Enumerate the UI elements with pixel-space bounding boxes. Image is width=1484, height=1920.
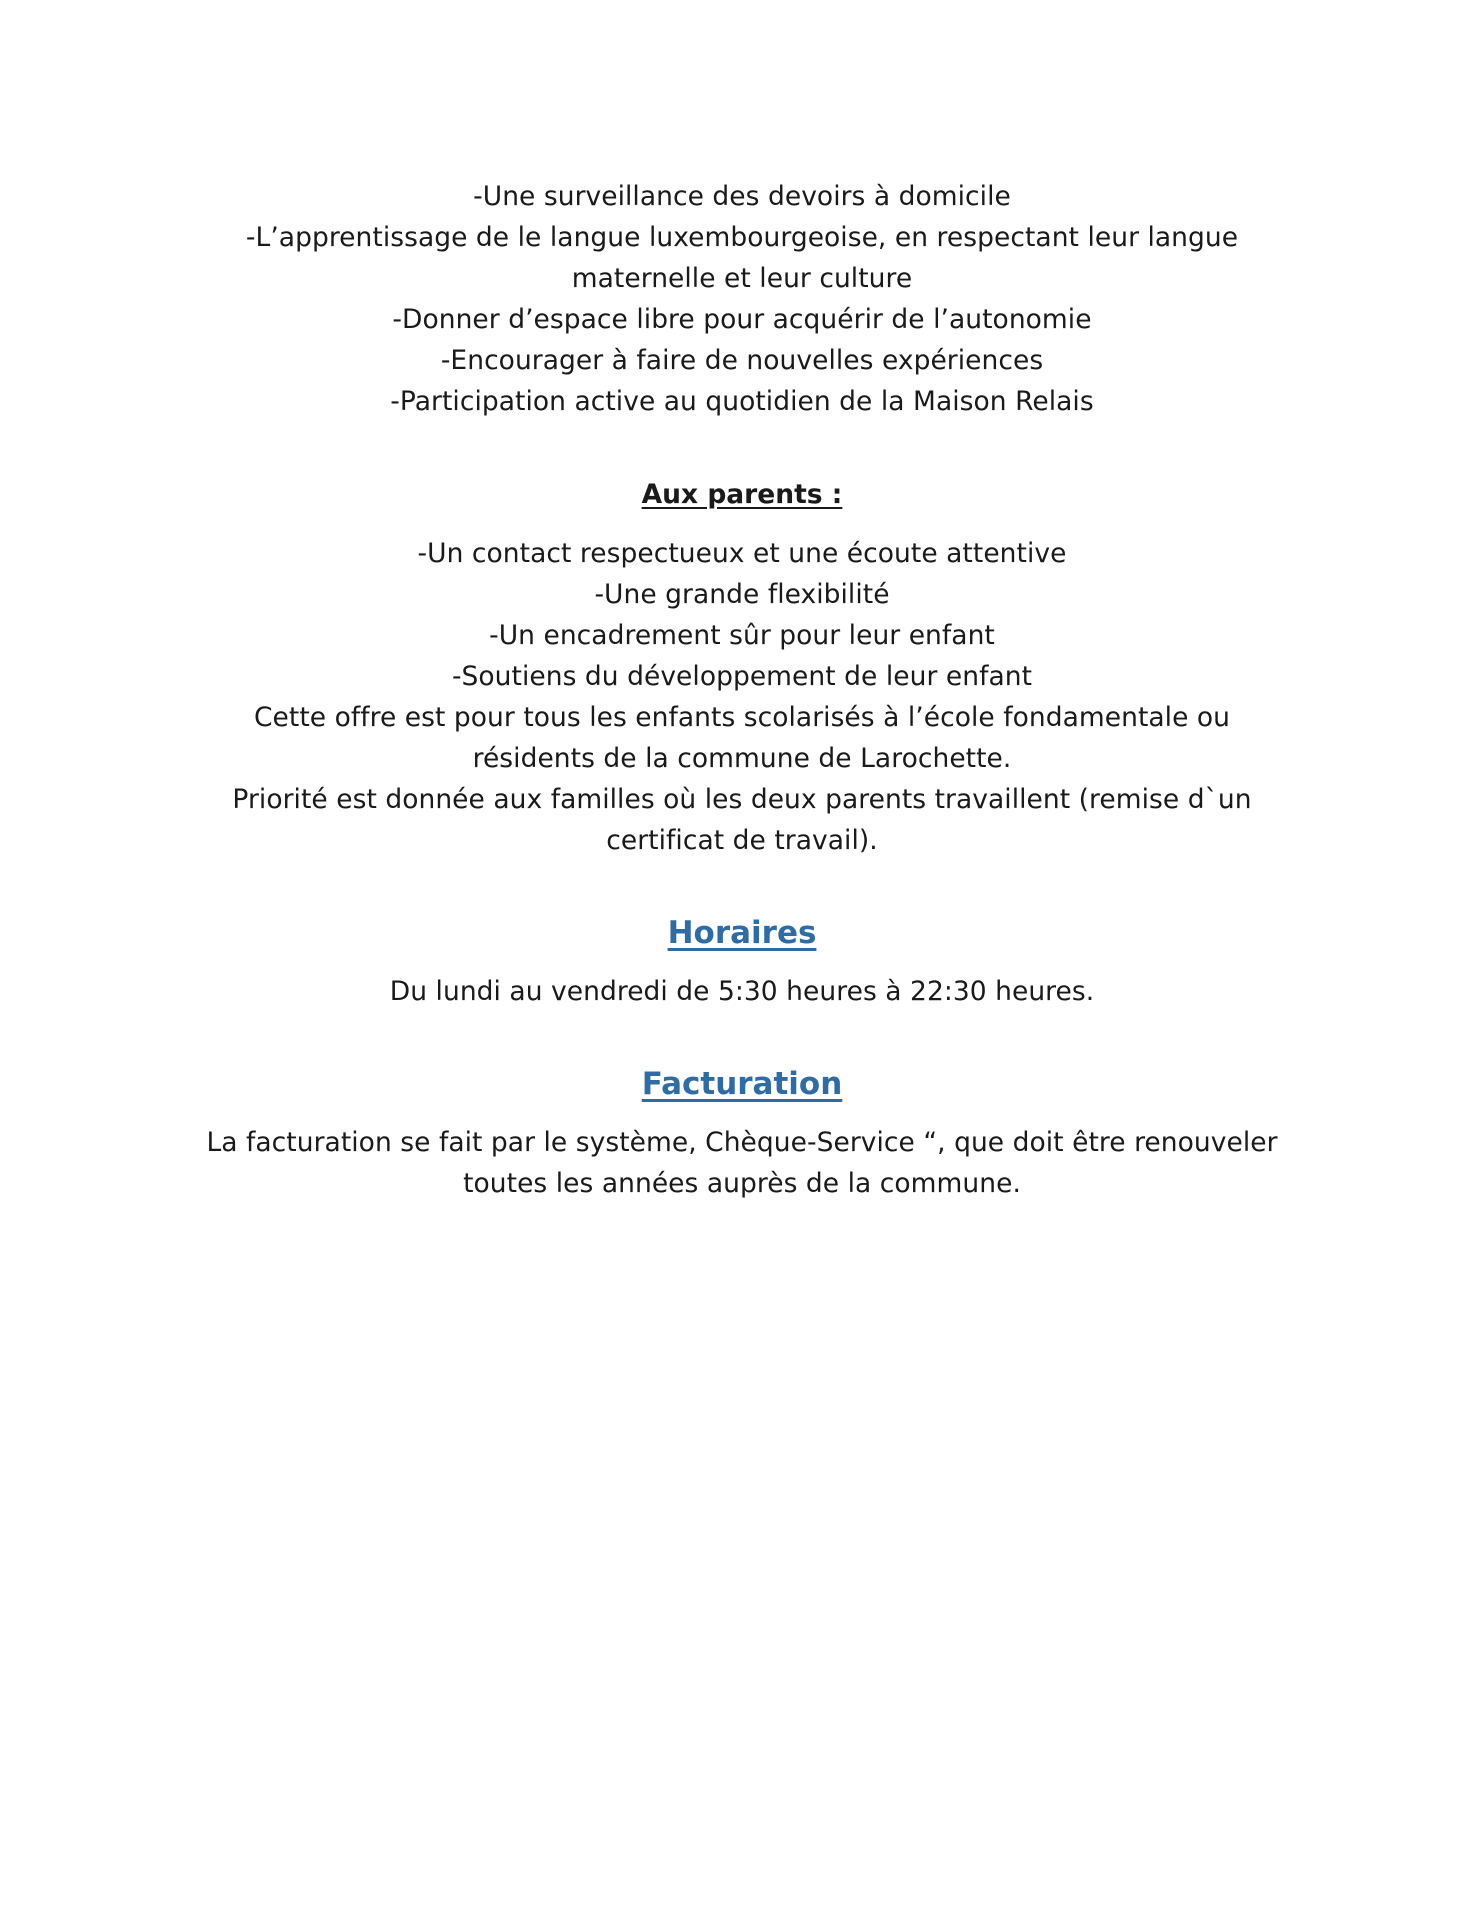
- offer-line: Cette offre est pour tous les enfants scolarisés à l’école fondamentale ou: [253, 702, 1231, 733]
- offer-paragraph: [150, 697, 1334, 779]
- spacer: [150, 955, 1334, 971]
- spacer: [150, 861, 1334, 911]
- list-item: maternelle et leur culture: [571, 263, 913, 294]
- children-offer-list: [150, 176, 1334, 422]
- spacer: [150, 422, 1334, 474]
- horaires-text: Du lundi au vendredi de 5:30 heures à 22:30 heures.: [389, 976, 1095, 1007]
- list-item: -Un encadrement sûr pour leur enfant: [489, 620, 995, 651]
- spacer: [150, 1012, 1334, 1062]
- list-item: -L’apprentissage de le langue luxembourgeoise, en respectant leur langue: [245, 222, 1239, 253]
- list-item: -Soutiens du développement de leur enfant: [451, 661, 1033, 692]
- parents-offer-list: [150, 533, 1334, 697]
- priority-line: Priorité est donnée aux familles où les deux parents travaillent (remise d`un: [232, 784, 1252, 815]
- horaires-heading: Horaires: [667, 915, 817, 951]
- offer-line: résidents de la commune de Larochette.: [472, 743, 1012, 774]
- list-item: -Donner d’espace libre pour acquérir de l’autonomie: [392, 304, 1092, 335]
- list-item: -Une surveillance des devoirs à domicile: [473, 181, 1011, 212]
- priority-paragraph: [150, 779, 1334, 861]
- facturation-heading: Facturation: [641, 1066, 843, 1102]
- facturation-line: La facturation se fait par le système, Chèque-Service “, que doit être renouveler: [206, 1127, 1278, 1158]
- priority-line: certificat de travail).: [606, 825, 878, 856]
- spacer: [150, 1106, 1334, 1122]
- list-item: -Un contact respectueux et une écoute attentive: [417, 538, 1067, 569]
- facturation-paragraph: [150, 1122, 1334, 1204]
- list-item: -Participation active au quotidien de la Maison Relais: [390, 386, 1094, 417]
- list-item: -Une grande flexibilité: [594, 579, 890, 610]
- spacer: [150, 515, 1334, 533]
- facturation-line: toutes les années auprès de la commune.: [463, 1168, 1021, 1199]
- document-content: [150, 176, 1334, 1204]
- parents-heading: Aux parents :: [641, 479, 843, 510]
- list-item: -Encourager à faire de nouvelles expériences: [440, 345, 1044, 376]
